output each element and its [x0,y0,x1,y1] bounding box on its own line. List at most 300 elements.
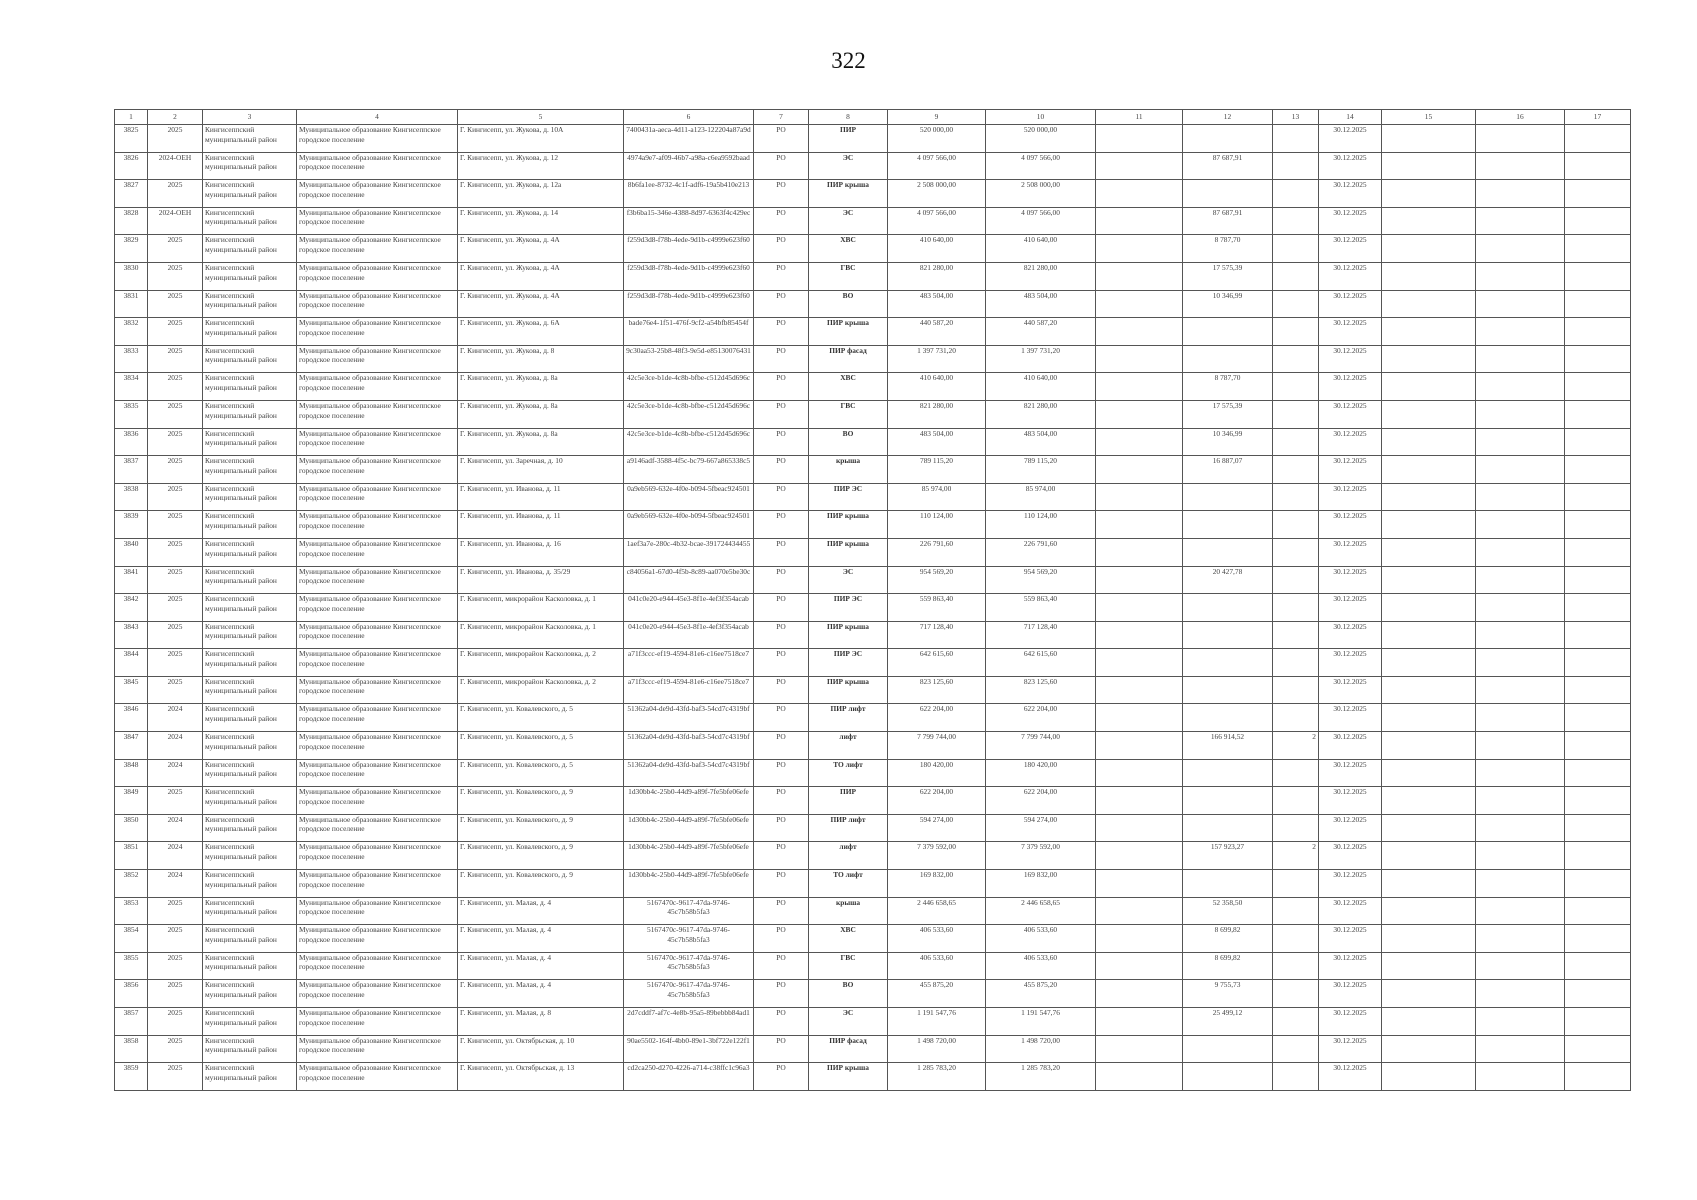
col-11-cell [1096,538,1183,566]
col-13-cell [1273,566,1319,594]
col-17-cell [1565,980,1631,1008]
total-cost-cell: 1 191 547,76 [888,1008,986,1036]
col-17-cell [1565,649,1631,677]
work-type-cell: лифт [809,842,888,870]
table-row [115,1008,1631,1036]
col-13-cell [1273,787,1319,815]
col-17-cell [1565,732,1631,760]
address-cell: Г. Кингисепп, ул. Жукова, д. 6А [458,318,624,346]
year-cell: 2025 [148,262,203,290]
fund-cost-cell: 455 875,20 [986,980,1096,1008]
total-cost-cell: 1 397 731,20 [888,345,986,373]
table-row [115,732,1631,760]
col-17-cell [1565,842,1631,870]
column-header-1: 1 [115,110,148,125]
row-number-cell: 3854 [115,925,148,953]
municipality-cell: Муниципальное образование Кингисеппское городское поселение [297,318,458,346]
house-guid-cell: 9c30aa53-25b8-48f3-9e5d-e85130076431 [624,345,754,373]
col-13-cell [1273,235,1319,263]
col-17-cell [1565,318,1631,346]
address-cell: Г. Кингисепп, ул. Жукова, д. 8а [458,428,624,456]
district-cell: Кингисеппский муниципальный район [203,538,297,566]
work-type-cell: ВО [809,980,888,1008]
col-15-cell [1382,235,1476,263]
col-15-cell [1382,152,1476,180]
address-cell: Г. Кингисепп, ул. Малая, д. 4 [458,897,624,925]
municipality-cell: Муниципальное образование Кингисеппское городское поселение [297,952,458,980]
col-12-cell: 87 687,91 [1183,207,1273,235]
col-16-cell [1476,318,1565,346]
municipality-cell: Муниципальное образование Кингисеппское городское поселение [297,538,458,566]
col-11-cell [1096,566,1183,594]
address-cell: Г. Кингисепп, ул. Октябрьская, д. 10 [458,1035,624,1063]
house-guid-cell: 51362a04-de9d-43fd-baf3-54cd7c4319bf [624,704,754,732]
table-row [115,952,1631,980]
total-cost-cell: 717 128,40 [888,621,986,649]
deadline-cell: 30.12.2025 [1319,870,1382,898]
fund-cost-cell: 2 508 000,00 [986,180,1096,208]
total-cost-cell: 85 974,00 [888,483,986,511]
fund-cost-cell: 1 191 547,76 [986,1008,1096,1036]
address-cell: Г. Кингисепп, ул. Жукова, д. 10А [458,125,624,153]
col-11-cell [1096,373,1183,401]
year-cell: 2025 [148,787,203,815]
col-15-cell [1382,870,1476,898]
year-cell: 2025 [148,290,203,318]
house-guid-cell: 1aef3a7e-280c-4b32-bcae-391724434455 [624,538,754,566]
col-11-cell [1096,1063,1183,1091]
deadline-cell: 30.12.2025 [1319,1035,1382,1063]
col-12-cell: 8 787,70 [1183,235,1273,263]
deadline-cell: 30.12.2025 [1319,759,1382,787]
house-guid-cell: a9146adf-3588-4f5c-bc79-667a865338c5 [624,456,754,484]
year-cell: 2025 [148,538,203,566]
col-13-cell [1273,1063,1319,1091]
col-16-cell [1476,511,1565,539]
fund-cost-cell: 1 285 783,20 [986,1063,1096,1091]
municipality-cell: Муниципальное образование Кингисеппское городское поселение [297,980,458,1008]
col-12-cell: 8 787,70 [1183,373,1273,401]
table-row [115,787,1631,815]
col-11-cell [1096,180,1183,208]
municipality-cell: Муниципальное образование Кингисеппское городское поселение [297,1063,458,1091]
total-cost-cell: 789 115,20 [888,456,986,484]
col-13-cell [1273,952,1319,980]
col-11-cell [1096,125,1183,153]
municipality-cell: Муниципальное образование Кингисеппское городское поселение [297,897,458,925]
fund-cost-cell: 594 274,00 [986,814,1096,842]
col-15-cell [1382,511,1476,539]
house-guid-cell: 42c5e3ce-b1de-4c8b-bfbe-c512d45d696c [624,373,754,401]
col-11-cell [1096,235,1183,263]
district-cell: Кингисеппский муниципальный район [203,318,297,346]
col-16-cell [1476,1035,1565,1063]
house-guid-cell: 5167470c-9617-47da-9746-45c7b58b5fa3 [624,925,754,953]
col-11-cell [1096,952,1183,980]
col-16-cell [1476,373,1565,401]
col-11-cell [1096,676,1183,704]
work-type-cell: ВО [809,290,888,318]
row-number-cell: 3827 [115,180,148,208]
house-guid-cell: 4974a9e7-af09-46b7-a98a-c6ea9592baad [624,152,754,180]
row-number-cell: 3848 [115,759,148,787]
table-header [115,110,1631,125]
col-17-cell [1565,870,1631,898]
col-17-cell [1565,483,1631,511]
house-guid-cell: a71f3ccc-ef19-4594-81e6-c16ee7518ce7 [624,649,754,677]
col-13-cell [1273,676,1319,704]
deadline-cell: 30.12.2025 [1319,897,1382,925]
program-cell: РО [754,787,809,815]
col-11-cell [1096,842,1183,870]
municipality-cell: Муниципальное образование Кингисеппское городское поселение [297,1035,458,1063]
program-cell: РО [754,373,809,401]
district-cell: Кингисеппский муниципальный район [203,566,297,594]
col-15-cell [1382,1008,1476,1036]
district-cell: Кингисеппский муниципальный район [203,511,297,539]
total-cost-cell: 169 832,00 [888,870,986,898]
address-cell: Г. Кингисепп, ул. Жукова, д. 4А [458,235,624,263]
district-cell: Кингисеппский муниципальный район [203,925,297,953]
col-13-cell [1273,621,1319,649]
house-guid-cell: 1d30bb4c-25b0-44d9-a89f-7fe5bfe06efe [624,842,754,870]
col-11-cell [1096,732,1183,760]
header-row [115,110,1631,125]
col-17-cell [1565,1035,1631,1063]
row-number-cell: 3840 [115,538,148,566]
col-16-cell [1476,125,1565,153]
col-13-cell [1273,538,1319,566]
col-16-cell [1476,814,1565,842]
row-number-cell: 3830 [115,262,148,290]
col-16-cell [1476,925,1565,953]
work-type-cell: крыша [809,897,888,925]
col-13-cell [1273,262,1319,290]
col-12-cell: 25 499,12 [1183,1008,1273,1036]
col-13-cell [1273,980,1319,1008]
fund-cost-cell: 410 640,00 [986,373,1096,401]
work-type-cell: ВО [809,428,888,456]
fund-cost-cell: 622 204,00 [986,787,1096,815]
row-number-cell: 3851 [115,842,148,870]
address-cell: Г. Кингисепп, микрорайон Касколовка, д. 2 [458,649,624,677]
column-header-11: 11 [1096,110,1183,125]
total-cost-cell: 483 504,00 [888,290,986,318]
fund-cost-cell: 520 000,00 [986,125,1096,153]
row-number-cell: 3853 [115,897,148,925]
row-number-cell: 3833 [115,345,148,373]
col-15-cell [1382,980,1476,1008]
col-16-cell [1476,1008,1565,1036]
program-cell: РО [754,262,809,290]
table-row [115,649,1631,677]
total-cost-cell: 226 791,60 [888,538,986,566]
house-guid-cell: bade76e4-1f51-476f-9cf2-a54bfb85454f [624,318,754,346]
house-guid-cell: cd2ca250-d270-4226-a714-c38ffc1c96a3 [624,1063,754,1091]
col-11-cell [1096,870,1183,898]
col-11-cell [1096,400,1183,428]
col-15-cell [1382,373,1476,401]
col-16-cell [1476,538,1565,566]
col-15-cell [1382,318,1476,346]
col-13-cell [1273,897,1319,925]
total-cost-cell: 180 420,00 [888,759,986,787]
col-16-cell [1476,897,1565,925]
work-type-cell: ПИР фасад [809,1035,888,1063]
district-cell: Кингисеппский муниципальный район [203,676,297,704]
house-guid-cell: f259d3d8-f78b-4ede-9d1b-c4999e623f60 [624,290,754,318]
column-header-2: 2 [148,110,203,125]
district-cell: Кингисеппский муниципальный район [203,814,297,842]
work-type-cell: ХВС [809,373,888,401]
col-12-cell: 9 755,73 [1183,980,1273,1008]
work-type-cell: ПИР крыша [809,621,888,649]
district-cell: Кингисеппский муниципальный район [203,456,297,484]
col-15-cell [1382,704,1476,732]
col-17-cell [1565,290,1631,318]
program-cell: РО [754,456,809,484]
col-17-cell [1565,897,1631,925]
municipality-cell: Муниципальное образование Кингисеппское городское поселение [297,732,458,760]
district-cell: Кингисеппский муниципальный район [203,373,297,401]
year-cell: 2024 [148,732,203,760]
address-cell: Г. Кингисепп, ул. Ковалевского, д. 9 [458,814,624,842]
total-cost-cell: 406 533,60 [888,925,986,953]
address-cell: Г. Кингисепп, ул. Ковалевского, д. 9 [458,787,624,815]
col-12-cell: 8 699,82 [1183,952,1273,980]
col-13-cell [1273,1008,1319,1036]
program-cell: РО [754,649,809,677]
col-12-cell [1183,787,1273,815]
col-13-cell [1273,152,1319,180]
house-guid-cell: 041c0e20-e944-45e3-8f1e-4ef3f354acab [624,621,754,649]
work-type-cell: ПИР крыша [809,538,888,566]
col-12-cell: 20 427,78 [1183,566,1273,594]
col-11-cell [1096,428,1183,456]
table-row [115,842,1631,870]
row-number-cell: 3841 [115,566,148,594]
col-15-cell [1382,428,1476,456]
year-cell: 2025 [148,345,203,373]
year-cell: 2025 [148,980,203,1008]
table-row [115,345,1631,373]
table-body [115,125,1631,1091]
row-number-cell: 3828 [115,207,148,235]
year-cell: 2025 [148,952,203,980]
col-16-cell [1476,180,1565,208]
col-17-cell [1565,400,1631,428]
deadline-cell: 30.12.2025 [1319,235,1382,263]
total-cost-cell: 440 587,20 [888,318,986,346]
house-guid-cell: 1d30bb4c-25b0-44d9-a89f-7fe5bfe06efe [624,787,754,815]
total-cost-cell: 406 533,60 [888,952,986,980]
table-row [115,428,1631,456]
house-guid-cell: 5167470c-9617-47da-9746-45c7b58b5fa3 [624,897,754,925]
work-type-cell: ПИР лифт [809,704,888,732]
address-cell: Г. Кингисепп, ул. Малая, д. 4 [458,925,624,953]
municipality-cell: Муниципальное образование Кингисеппское городское поселение [297,814,458,842]
row-number-cell: 3831 [115,290,148,318]
district-cell: Кингисеппский муниципальный район [203,704,297,732]
work-type-cell: ГВС [809,400,888,428]
col-12-cell: 52 358,50 [1183,897,1273,925]
program-cell: РО [754,538,809,566]
col-11-cell [1096,456,1183,484]
municipality-cell: Муниципальное образование Кингисеппское городское поселение [297,870,458,898]
total-cost-cell: 823 125,60 [888,676,986,704]
year-cell: 2024 [148,870,203,898]
col-16-cell [1476,980,1565,1008]
work-type-cell: ПИР крыша [809,318,888,346]
deadline-cell: 30.12.2025 [1319,704,1382,732]
municipality-cell: Муниципальное образование Кингисеппское городское поселение [297,842,458,870]
col-12-cell [1183,759,1273,787]
registry-table-container [114,109,1630,1091]
row-number-cell: 3829 [115,235,148,263]
col-16-cell [1476,594,1565,622]
year-cell: 2025 [148,235,203,263]
fund-cost-cell: 483 504,00 [986,428,1096,456]
col-17-cell [1565,538,1631,566]
col-12-cell [1183,318,1273,346]
work-type-cell: ПИР ЭС [809,483,888,511]
col-13-cell [1273,814,1319,842]
col-13-cell [1273,318,1319,346]
col-11-cell [1096,262,1183,290]
col-13-cell [1273,207,1319,235]
total-cost-cell: 954 569,20 [888,566,986,594]
municipality-cell: Муниципальное образование Кингисеппское городское поселение [297,207,458,235]
work-type-cell: ПИР крыша [809,676,888,704]
col-12-cell [1183,1035,1273,1063]
column-header-15: 15 [1382,110,1476,125]
col-15-cell [1382,759,1476,787]
total-cost-cell: 622 204,00 [888,704,986,732]
col-17-cell [1565,1063,1631,1091]
year-cell: 2024-ОЕН [148,152,203,180]
col-16-cell [1476,566,1565,594]
deadline-cell: 30.12.2025 [1319,594,1382,622]
col-17-cell [1565,787,1631,815]
program-cell: РО [754,235,809,263]
col-16-cell [1476,207,1565,235]
district-cell: Кингисеппский муниципальный район [203,980,297,1008]
municipality-cell: Муниципальное образование Кингисеппское городское поселение [297,704,458,732]
address-cell: Г. Кингисепп, ул. Заречная, д. 10 [458,456,624,484]
col-11-cell [1096,594,1183,622]
col-17-cell [1565,456,1631,484]
program-cell: РО [754,759,809,787]
work-type-cell: ГВС [809,262,888,290]
col-11-cell [1096,787,1183,815]
house-guid-cell: 8b6fa1ee-8732-4c1f-adf6-19a5b410e213 [624,180,754,208]
col-13-cell [1273,180,1319,208]
fund-cost-cell: 440 587,20 [986,318,1096,346]
fund-cost-cell: 622 204,00 [986,704,1096,732]
col-12-cell [1183,594,1273,622]
col-12-cell [1183,125,1273,153]
address-cell: Г. Кингисепп, ул. Ковалевского, д. 9 [458,870,624,898]
address-cell: Г. Кингисепп, ул. Иванова, д. 16 [458,538,624,566]
house-guid-cell: 5167470c-9617-47da-9746-45c7b58b5fa3 [624,952,754,980]
col-13-cell [1273,1035,1319,1063]
col-13-cell [1273,373,1319,401]
col-11-cell [1096,483,1183,511]
house-guid-cell: 1d30bb4c-25b0-44d9-a89f-7fe5bfe06efe [624,870,754,898]
district-cell: Кингисеппский муниципальный район [203,235,297,263]
row-number-cell: 3826 [115,152,148,180]
work-type-cell: ПИР лифт [809,814,888,842]
year-cell: 2025 [148,428,203,456]
col-16-cell [1476,290,1565,318]
address-cell: Г. Кингисепп, ул. Иванова, д. 11 [458,483,624,511]
year-cell: 2024 [148,842,203,870]
col-17-cell [1565,428,1631,456]
year-cell: 2025 [148,897,203,925]
address-cell: Г. Кингисепп, ул. Ковалевского, д. 5 [458,732,624,760]
program-cell: РО [754,207,809,235]
fund-cost-cell: 180 420,00 [986,759,1096,787]
row-number-cell: 3837 [115,456,148,484]
work-type-cell: ЭС [809,566,888,594]
col-17-cell [1565,152,1631,180]
program-cell: РО [754,290,809,318]
fund-cost-cell: 823 125,60 [986,676,1096,704]
work-type-cell: ПИР крыша [809,180,888,208]
col-16-cell [1476,649,1565,677]
fund-cost-cell: 559 863,40 [986,594,1096,622]
table-row [115,925,1631,953]
program-cell: РО [754,594,809,622]
col-13-cell [1273,511,1319,539]
row-number-cell: 3825 [115,125,148,153]
program-cell: РО [754,1035,809,1063]
address-cell: Г. Кингисепп, ул. Ковалевского, д. 9 [458,842,624,870]
fund-cost-cell: 4 097 566,00 [986,207,1096,235]
col-17-cell [1565,1008,1631,1036]
col-17-cell [1565,759,1631,787]
col-16-cell [1476,428,1565,456]
address-cell: Г. Кингисепп, ул. Ковалевского, д. 5 [458,704,624,732]
deadline-cell: 30.12.2025 [1319,649,1382,677]
district-cell: Кингисеппский муниципальный район [203,952,297,980]
deadline-cell: 30.12.2025 [1319,125,1382,153]
district-cell: Кингисеппский муниципальный район [203,125,297,153]
col-12-cell: 87 687,91 [1183,152,1273,180]
row-number-cell: 3849 [115,787,148,815]
col-12-cell [1183,676,1273,704]
total-cost-cell: 455 875,20 [888,980,986,1008]
total-cost-cell: 642 615,60 [888,649,986,677]
col-15-cell [1382,262,1476,290]
work-type-cell: ПИР крыша [809,511,888,539]
col-13-cell [1273,594,1319,622]
col-16-cell [1476,732,1565,760]
row-number-cell: 3852 [115,870,148,898]
deadline-cell: 30.12.2025 [1319,814,1382,842]
district-cell: Кингисеппский муниципальный район [203,152,297,180]
col-16-cell [1476,262,1565,290]
col-13-cell [1273,759,1319,787]
district-cell: Кингисеппский муниципальный район [203,897,297,925]
col-11-cell [1096,290,1183,318]
page-number: 322 [831,48,866,73]
row-number-cell: 3859 [115,1063,148,1091]
total-cost-cell: 821 280,00 [888,400,986,428]
district-cell: Кингисеппский муниципальный район [203,262,297,290]
col-16-cell [1476,787,1565,815]
deadline-cell: 30.12.2025 [1319,842,1382,870]
